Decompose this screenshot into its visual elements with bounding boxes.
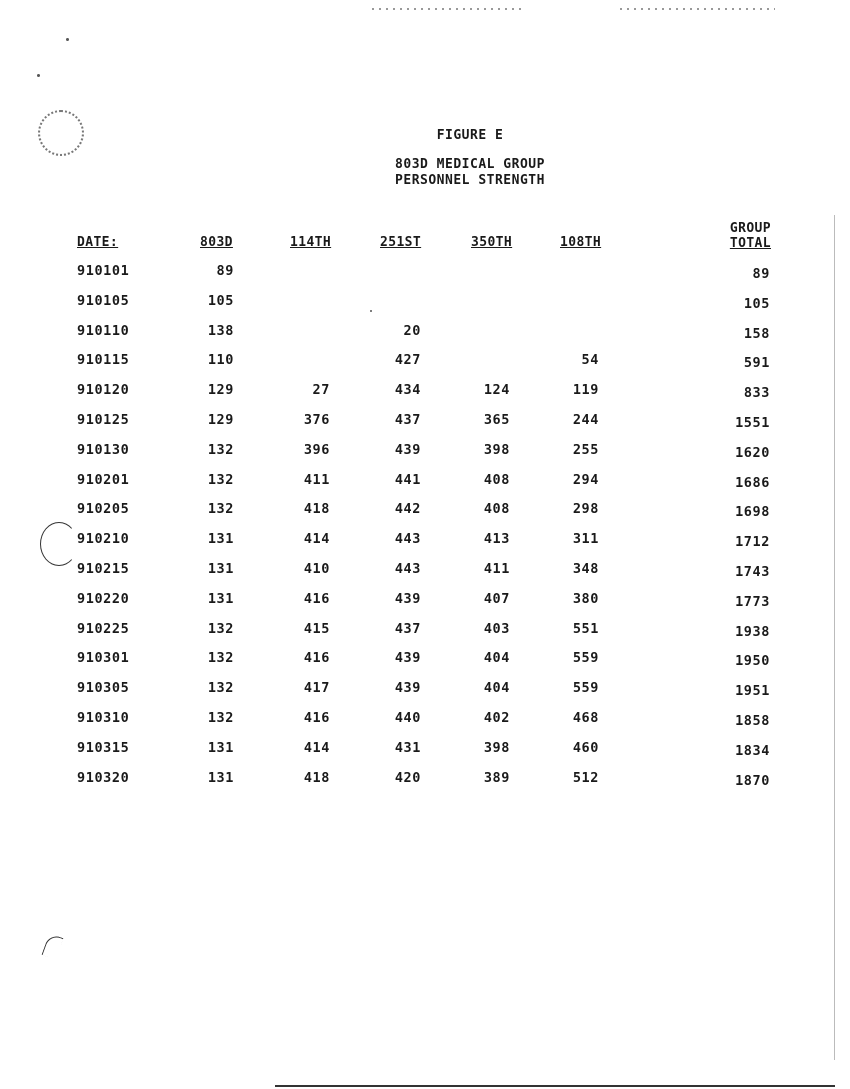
scan-artifact-dots	[620, 8, 775, 10]
pen-stroke-mark	[42, 933, 64, 960]
cell-251st: 439	[394, 591, 421, 607]
cell-114th: 418	[303, 770, 330, 786]
cell-114th: 414	[303, 740, 330, 756]
cell-108th: 559	[572, 680, 599, 696]
cell-251st: 439	[394, 680, 421, 696]
cell-group-total: 1950	[735, 653, 770, 669]
cell-350th: 398	[483, 740, 510, 756]
cell-114th: 376	[303, 412, 330, 428]
cell-803d: 132	[207, 501, 234, 517]
header-114th: 114TH	[290, 235, 332, 250]
cell-group-total: 1743	[735, 564, 770, 580]
cell-114th: 27	[312, 382, 330, 398]
cell-251st: 439	[394, 442, 421, 458]
cell-114th: 411	[303, 472, 330, 488]
cell-803d: 129	[207, 412, 234, 428]
subtitle-line-2: PERSONNEL STRENGTH	[395, 173, 545, 188]
header-date: DATE:	[77, 235, 119, 250]
cell-350th: 411	[483, 561, 510, 577]
cell-251st: 441	[394, 472, 421, 488]
cell-114th: 415	[303, 621, 330, 637]
cell-group-total: 158	[743, 326, 770, 342]
cell-group-total: 89	[752, 266, 770, 282]
cell-date: 910205	[77, 501, 130, 517]
cell-group-total: 1551	[735, 415, 770, 431]
cell-350th: 404	[483, 680, 510, 696]
cell-group-total: 1870	[735, 773, 770, 789]
cell-108th: 460	[572, 740, 599, 756]
cell-350th: 413	[483, 531, 510, 547]
cell-251st: 439	[394, 650, 421, 666]
cell-date: 910215	[77, 561, 130, 577]
cell-803d: 129	[207, 382, 234, 398]
cell-108th: 551	[572, 621, 599, 637]
cell-date: 910105	[77, 293, 130, 309]
cell-803d: 131	[207, 740, 234, 756]
cell-350th: 124	[483, 382, 510, 398]
cell-date: 910101	[77, 263, 130, 279]
cell-108th: 244	[572, 412, 599, 428]
cell-350th: 403	[483, 621, 510, 637]
cell-251st: 440	[394, 710, 421, 726]
cell-date: 910110	[77, 323, 130, 339]
cell-803d: 132	[207, 650, 234, 666]
cell-114th: 396	[303, 442, 330, 458]
cell-108th: 468	[572, 710, 599, 726]
cell-108th: 294	[572, 472, 599, 488]
cell-group-total: 1834	[735, 743, 770, 759]
scan-artifact-dots	[372, 8, 522, 10]
cell-108th: 255	[572, 442, 599, 458]
header-group: GROUP	[729, 221, 771, 236]
cell-group-total: 105	[743, 296, 770, 312]
cell-group-total: 1773	[735, 594, 770, 610]
cell-group-total: 1686	[735, 475, 770, 491]
cell-803d: 132	[207, 710, 234, 726]
cell-350th: 407	[483, 591, 510, 607]
cell-108th: 512	[572, 770, 599, 786]
cell-date: 910220	[77, 591, 130, 607]
cell-350th: 404	[483, 650, 510, 666]
speck-mark	[37, 74, 40, 77]
cell-251st: 20	[403, 323, 421, 339]
cell-803d: 131	[207, 531, 234, 547]
cell-group-total: 1951	[735, 683, 770, 699]
speck-mark	[370, 310, 372, 312]
cell-803d: 132	[207, 472, 234, 488]
cell-803d: 89	[216, 263, 234, 279]
cell-350th: 402	[483, 710, 510, 726]
page-bottom-line	[275, 1085, 835, 1087]
cell-group-total: 1698	[735, 504, 770, 520]
page-edge-line	[834, 215, 835, 1060]
cell-114th: 410	[303, 561, 330, 577]
cell-date: 910120	[77, 382, 130, 398]
cell-date: 910210	[77, 531, 130, 547]
cell-350th: 408	[483, 501, 510, 517]
cell-group-total: 1938	[735, 624, 770, 640]
cell-251st: 431	[394, 740, 421, 756]
cell-group-total: 833	[743, 385, 770, 401]
cell-108th: 348	[572, 561, 599, 577]
cell-group-total: 1620	[735, 445, 770, 461]
header-251st: 251ST	[380, 235, 422, 250]
cell-803d: 110	[207, 352, 234, 368]
cell-108th: 559	[572, 650, 599, 666]
cell-350th: 365	[483, 412, 510, 428]
cell-803d: 105	[207, 293, 234, 309]
header-total: TOTAL	[729, 236, 771, 251]
cell-350th: 408	[483, 472, 510, 488]
cell-251st: 434	[394, 382, 421, 398]
cell-251st: 442	[394, 501, 421, 517]
cell-date: 910115	[77, 352, 130, 368]
cell-date: 910130	[77, 442, 130, 458]
cell-114th: 418	[303, 501, 330, 517]
header-803d: 803D	[200, 235, 233, 250]
cell-803d: 138	[207, 323, 234, 339]
cell-108th: 311	[572, 531, 599, 547]
cell-803d: 132	[207, 442, 234, 458]
cell-date: 910320	[77, 770, 130, 786]
cell-251st: 420	[394, 770, 421, 786]
cell-350th: 389	[483, 770, 510, 786]
cell-date: 910201	[77, 472, 130, 488]
cell-108th: 54	[581, 352, 599, 368]
cell-108th: 119	[572, 382, 599, 398]
cell-108th: 380	[572, 591, 599, 607]
cell-group-total: 1712	[735, 534, 770, 550]
cell-114th: 417	[303, 680, 330, 696]
cell-group-total: 1858	[735, 713, 770, 729]
cell-114th: 416	[303, 710, 330, 726]
cell-108th: 298	[572, 501, 599, 517]
cell-251st: 443	[394, 561, 421, 577]
cell-803d: 132	[207, 621, 234, 637]
speck-mark	[66, 38, 69, 41]
cell-251st: 443	[394, 531, 421, 547]
cell-date: 910225	[77, 621, 130, 637]
cell-date: 910310	[77, 710, 130, 726]
cell-803d: 131	[207, 591, 234, 607]
cell-date: 910125	[77, 412, 130, 428]
header-108th: 108TH	[560, 235, 602, 250]
cell-803d: 131	[207, 561, 234, 577]
cell-date: 910315	[77, 740, 130, 756]
cell-251st: 437	[394, 621, 421, 637]
cell-114th: 416	[303, 591, 330, 607]
cell-group-total: 591	[743, 355, 770, 371]
figure-title: FIGURE E	[436, 128, 504, 143]
cell-date: 910305	[77, 680, 130, 696]
cell-251st: 427	[394, 352, 421, 368]
cell-803d: 132	[207, 680, 234, 696]
cell-803d: 131	[207, 770, 234, 786]
cell-350th: 398	[483, 442, 510, 458]
header-350th: 350TH	[471, 235, 513, 250]
cell-114th: 416	[303, 650, 330, 666]
cell-251st: 437	[394, 412, 421, 428]
cell-114th: 414	[303, 531, 330, 547]
subtitle-line-1: 803D MEDICAL GROUP	[395, 157, 545, 172]
pen-arc-mark	[40, 522, 78, 566]
cell-date: 910301	[77, 650, 130, 666]
